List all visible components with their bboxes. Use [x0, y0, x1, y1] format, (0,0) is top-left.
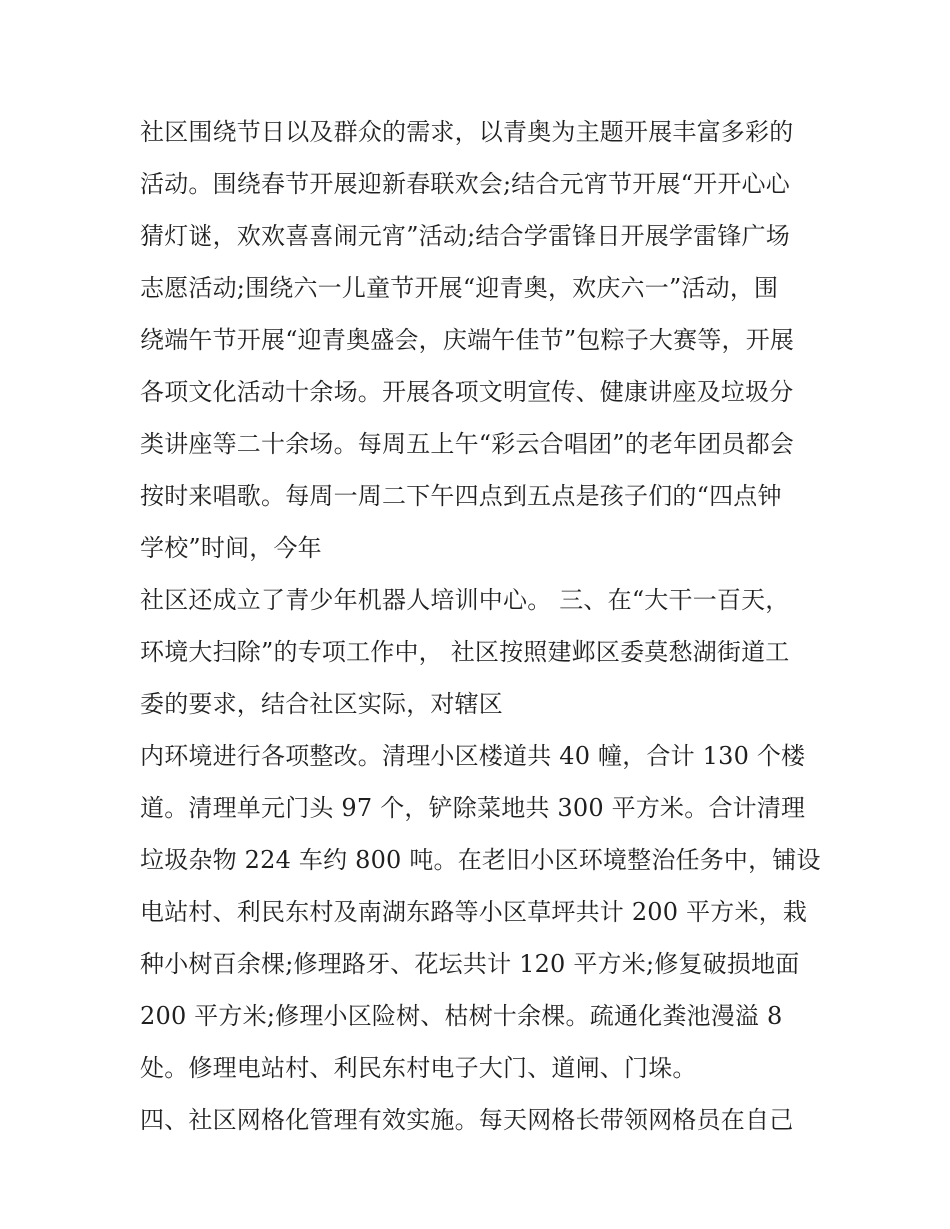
- text-line: 处。修理电站村、利民东村电子大门、道闸、门垛。: [140, 1054, 697, 1082]
- text-line: 环境大扫除”的专项工作中， 社区按照建邺区委莫愁湖街道工: [140, 638, 790, 666]
- text-line: 各项文化活动十余场。开展各项文明宣传、健康讲座及垃圾分: [140, 378, 794, 406]
- text-line: 200 平方米;修理小区险树、枯树十余棵。疏通化粪池漫溢 8: [140, 1002, 783, 1030]
- text-line: 种小树百余棵;修理路牙、花坛共计 120 平方米;修复破损地面: [140, 950, 800, 978]
- text-line: 类讲座等二十余场。每周五上午“彩云合唱团”的老年团员都会: [140, 430, 795, 458]
- text-line: 绕端午节开展“迎青奥盛会，庆端午佳节”包粽子大赛等，开展: [140, 326, 795, 354]
- text-line: 道。清理单元门头 97 个，铲除菜地共 300 平方米。合计清理: [140, 794, 806, 822]
- text-line: 电站村、利民东村及南湖东路等小区草坪共计 200 平方米，栽: [140, 898, 808, 926]
- text-line: 内环境进行各项整改。清理小区楼道共 40 幢，合计 130 个楼: [140, 742, 806, 770]
- text-line: 志愿活动;围绕六一儿童节开展“迎青奥，欢庆六一”活动，围: [140, 274, 779, 302]
- text-line: 社区围绕节日以及群众的需求，以青奥为主题开展丰富多彩的: [140, 118, 794, 146]
- text-line: 垃圾杂物 224 车约 800 吨。在老旧小区环境整治任务中，铺设: [140, 846, 821, 874]
- text-line: 社区还成立了青少年机器人培训中心。 三、在“大干一百天，: [140, 586, 790, 614]
- text-line: 按时来唱歌。每周一周二下午四点到五点是孩子们的“四点钟: [140, 482, 782, 510]
- text-line: 猜灯谜，欢欢喜喜闹元宵”活动;结合学雷锋日开展学雷锋广场: [140, 222, 790, 250]
- body-text: [140, 106, 820, 1146]
- text-line: 学校”时间，今年: [140, 534, 322, 562]
- text-line: 四、社区网格化管理有效实施。每天网格长带领网格员在自己: [140, 1106, 794, 1134]
- text-line: 活动。围绕春节开展迎新春联欢会;结合元宵节开展“开开心心: [140, 170, 790, 198]
- text-line: 委的要求，结合社区实际，对辖区: [140, 690, 503, 718]
